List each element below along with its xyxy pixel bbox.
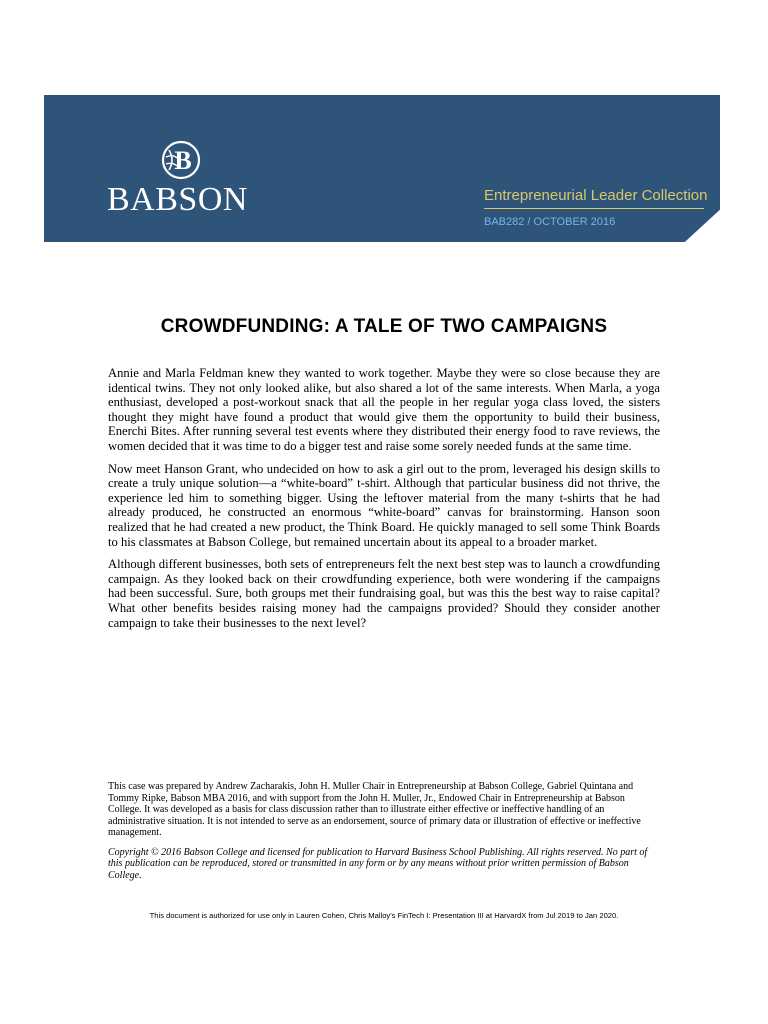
case-footnote [108, 781, 660, 881]
case-title: CROWDFUNDING: A TALE OF TWO CAMPAIGNS [160, 316, 608, 337]
body-paragraph: Annie and Marla Feldman knew they wanted to work together. Maybe they were so close because they are identical twins. They not only looked alike, but also shared a lot of the same interests. When Marla, a yoga enthusiast, developed a post-workout snack that all the people in her regular yoga class loved, the sisters thought they might have found a product that would give them the opportunity to build their business, Enerchi Bites. After running several test events where they distributed their energy food to rave reviews, the women decided that it was time to do a bigger test and raise some sorely needed funds at the same time. [108, 366, 660, 453]
case-body [108, 366, 660, 638]
body-paragraph: Although different businesses, both sets of entrepreneurs felt the next best step was to launch a crowdfunding campaign. As they looked back on their crowdfunding experience, both were wondering if the campaigns had been successful. Sure, both groups met their fundraising goal, but was this the best way to raise capital? What other benefits besides raising money had the campaigns provided? Should they consider another campaign to take their businesses to the next level? [108, 557, 660, 630]
svg-text:B: B [174, 146, 192, 175]
babson-globe-b-icon [161, 140, 201, 180]
copyright-notice: Copyright © 2016 Babson College and licensed for publication to Harvard Business School Publishing. All rights reserved. No part of this publication can be reproduced, stored or transmitted in any form or by any means without prior written permission of Babson College. [108, 846, 648, 881]
authorization-notice: This document is authorized for use only in Lauren Cohen, Chris Malloy's FinTech I: Presentation III at HarvardX from Jul 2019 to Jan 2020. [149, 911, 619, 920]
case-code: BAB282 / OCTOBER 2016 [484, 216, 616, 228]
logo-wordmark: BABSON [107, 181, 248, 218]
collection-divider [484, 208, 704, 209]
preparation-note: This case was prepared by Andrew Zacharakis, John H. Muller Chair in Entrepreneurship at Babson College, Gabriel Quintana and Tommy Ripke, Babson MBA 2016, and with support from the John H. Muller, Jr., Endowed Chair in Entrepreneurship at Babson College. It was developed as a basis for class discussion rather than to illustrate either effective or ineffective handling of an administrative situation. It is not intended to serve as an endorsement, source of primary data or illustration of effective or ineffective management. [108, 781, 641, 838]
babson-logo [107, 140, 267, 220]
body-paragraph: Now meet Hanson Grant, who undecided on how to ask a girl out to the prom, leveraged his design skills to create a truly unique solution—a “white-board” t-shirt. Although that particular business did not thrive, the experience led him to something bigger. Using the leftover material from the many t-shirts that he had already produced, he constructed an enormous “white-board” canvas for brainstorming. Hanson soon realized that he had created a new product, the Think Board. He quickly managed to sell some Think Boards to his classmates at Babson College, but remained uncertain about its appeal to a broader market. [108, 461, 660, 549]
collection-name: Entrepreneurial Leader Collection [484, 187, 708, 204]
